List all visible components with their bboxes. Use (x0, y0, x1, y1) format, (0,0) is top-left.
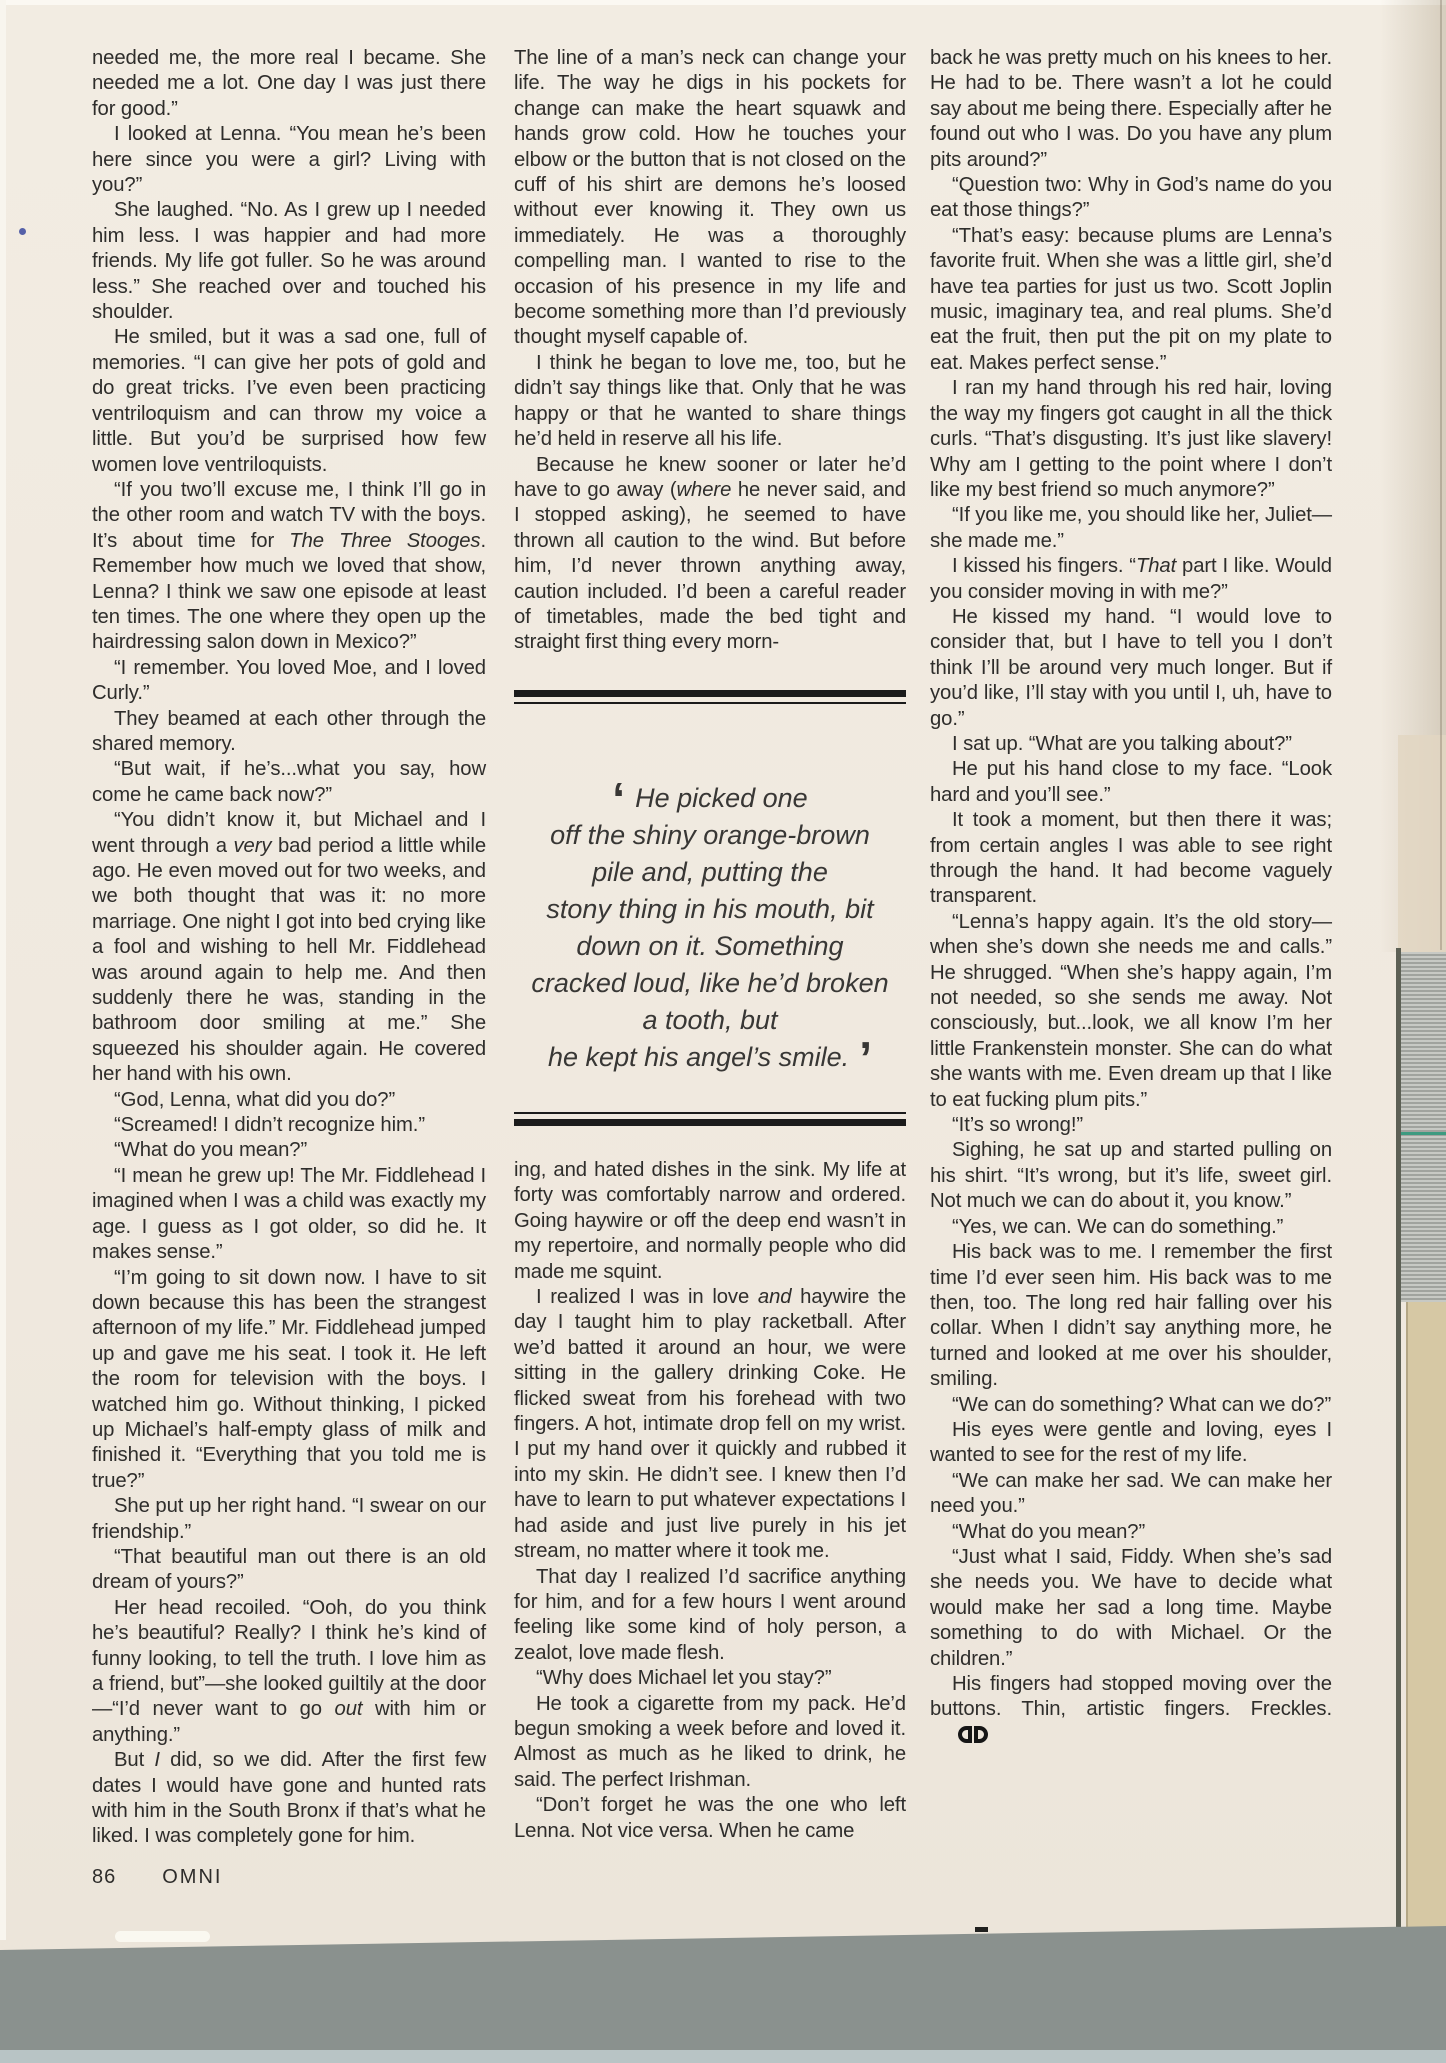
paragraph: She put up her right hand. “I swear on our friendship.” (92, 1495, 486, 1543)
paragraph: His back was to me. I remember the first time I’d ever seen him. His back was to me then, too. The long red hair falling over his collar. When I didn’t say anything more, he turned and looked at me over his shoulder, smiling. (930, 1241, 1332, 1391)
paragraph: needed me, the more real I became. She needed me a lot. One day I was just there for good.” (92, 47, 486, 120)
pull-quote-line: he kept his angel’s smile. ’ (548, 1032, 872, 1084)
paragraph: I kissed his fingers. “That part I like. Would you consider moving in with me?” (930, 555, 1332, 603)
pull-quote-line: off the shiny orange-brown (550, 820, 870, 850)
paragraph: He kissed my hand. “I would love to consider that, but I have to tell you I don’t think I’ll be around very much longer. But if you’d like, I’ll stay with you until I, uh, have to go.” (930, 605, 1332, 730)
paragraph: He put his hand close to my face. “Look hard and you’ll see.” (930, 758, 1332, 806)
paragraph: His fingers had stopped moving over the buttons. Thin, artistic fingers. Freckles. (930, 1672, 1332, 1750)
page-right-edge-line (1440, 0, 1442, 950)
paragraph: I sat up. “What are you talking about?” (952, 732, 1292, 755)
paragraph: “Don’t forget he was the one who left Lenna. Not vice versa. When he came (514, 1794, 906, 1842)
paragraph: He smiled, but it was a sad one, full of memories. “I can give her pots of gold and do great tricks. I’ve even been practicing ventriloquism and can throw my voice a little. But you’d be surprised how few women love ventriloquists. (92, 326, 486, 476)
paragraph: He took a cigarette from my pack. He’d begun smoking a week before and loved it. Almost as much as he liked to drink, he said. The perfect Irishman. (514, 1692, 906, 1791)
page-number: 86 (92, 1866, 117, 1888)
paragraph: “We can make her sad. We can make her need you.” (930, 1469, 1332, 1518)
paragraph: I think he began to love me, too, but he didn’t say things like that. Only that he was happy or that he wanted to share things he’d held in reserve all his life. (514, 351, 906, 451)
paragraph: “We can do something? What can we do?” (952, 1393, 1332, 1416)
page-footer (92, 1866, 222, 1889)
paragraph: The line of a man’s neck can change your life. The way he digs in his pockets for change can make the heart squawk and hands grow cold. How he touches your elbow or the button that is not closed on the cuff of his shirt are demons he’s loosed without ever knowing it. They own us immediately. He was a thoroughly compelling man. I wanted to rise to the occasion of his presence in my life and become something more than I’d previously thought myself capable of. (514, 47, 906, 349)
paragraph: I ran my hand through his red hair, loving the way my fingers got caught in all the thick curls. “That’s disgusting. It’s just like slavery! Why am I getting to the point where I don’t like my best friend so much anymore?” (930, 377, 1332, 501)
paragraph: “It’s so wrong!” (952, 1114, 1084, 1137)
paragraph: But I did, so we did. After the first few dates I would have gone and hunted rats with him in the South Bronx if that’s what he liked. I was completely gone for him. (92, 1749, 486, 1848)
paragraph: “Lenna’s happy again. It’s the old story—when she’s down she needs me and calls.” He shrugged. “When she’s happy again, I’m not needed, so she sends me away. Not consciously, but...look, we all know I’m her little Frankenstein monster. She can do what she wants with me. Even dream up that I like to eat fucking plum pits.” (930, 910, 1332, 1111)
pull-quote-line: down on it. Something (576, 931, 844, 961)
page-edge-tan-band (1398, 735, 1446, 952)
paragraph: Her head recoiled. “Ooh, do you think he’s beautiful? Really? I think he’s kind of funny looking, to tell the truth. I love him as a friend, but”—she looked guiltily at the door—“I’d never want to go out with him or anything.” (92, 1596, 486, 1746)
paragraph: “But wait, if he’s...what you say, how come he came back now?” (92, 758, 486, 806)
paragraph: “What do you mean?” (114, 1139, 308, 1162)
pull-quote-line: pile and, putting the (592, 857, 828, 887)
magazine-name: OMNI (162, 1866, 223, 1888)
paragraph: “That’s easy: because plums are Lenna’s favorite fruit. When she was a little girl, she’d have tea parties for just us two. Scott Joplin music, imaginary tea, and real plums. She’d eat the fruit, then put the pit on my plate to eat. Makes perfect sense.” (930, 224, 1332, 374)
rule-thick-bar (514, 690, 906, 697)
page-bottom-highlight (115, 1931, 210, 1942)
paragraph: “Screamed! I didn’t recognize him.” (114, 1114, 425, 1137)
rule-thin-line (514, 702, 906, 704)
bookmark-strip (1406, 1302, 1446, 1935)
pull-quote-top-rule (514, 690, 906, 704)
pull-quote-bottom-rule (514, 1112, 906, 1126)
paragraph: Sighing, he sat up and started pulling on his shirt. “It’s wrong, but it’s life, sweet girl. Not much we can do about it, you know.” (930, 1139, 1332, 1213)
rule-thin-line (514, 1112, 906, 1114)
pull-quote-line: ‘ He picked one (612, 773, 808, 825)
paragraph: “You didn’t know it, but Michael and I went through a very bad period a little while ago. He even moved out for two weeks, and we both thought that was it: no more marriage. One night I got into bed crying like a fool and wishing to hell Mr. Fiddlehead was around again to help me. And then suddenly there he was, standing in the bathroom door smiling at me.” She squeezed his shoulder again. He covered her hand with his own. (92, 809, 486, 1086)
scanner-bottom-strip (0, 2050, 1446, 2063)
text-column-2-bottom (514, 1158, 906, 1844)
magazine-fore-edge-texture (1401, 952, 1446, 1302)
scan-top-edge (0, 0, 1446, 5)
pull-quote (498, 773, 922, 1084)
rule-thick-bar (514, 1119, 906, 1126)
paragraph: ing, and hated dishes in the sink. My life at forty was comfortably narrow and ordered. Going haywire or off the deep end wasn’t in my repertoire, and normally people who did made me squint. (514, 1159, 906, 1283)
paragraph: They beamed at each other through the shared memory. (92, 707, 486, 755)
paragraph: “If you like me, you should like her, Juliet—she made me.” (930, 504, 1332, 552)
paragraph: It took a moment, but then there it was; from certain angles I was able to see right through the hand. It had become vaguely transparent. (930, 809, 1332, 908)
paragraph: I looked at Lenna. “You mean he’s been here since you were a girl? Living with you?” (92, 123, 486, 197)
text-column-1 (92, 46, 486, 1850)
text-column-3 (930, 46, 1332, 1750)
paragraph: “God, Lenna, what did you do?” (114, 1088, 396, 1111)
paragraph: “Why does Michael let you stay?” (536, 1667, 832, 1690)
paragraph: I realized I was in love and haywire the day I taught him to play racketball. After we’d batted it around an hour, we were sitting in the gallery drinking Coke. He flicked sweat from his forehead with two fingers. A hot, intimate drop fell on my wrist. I put my hand over it quickly and rubbed it into my skin. He didn’t see. I knew then I’d have to learn to put whatever expectations I had aside and just live purely in his jet stream, no matter where it took me. (514, 1286, 906, 1563)
pull-quote-line: a tooth, but (642, 1005, 778, 1035)
paragraph: “Just what I said, Fiddy. When she’s sad she needs you. We have to decide what would make her sad a long time. Maybe something to do with Michael. Or the children.” (930, 1545, 1332, 1670)
paragraph: “If you two’ll excuse me, I think I’ll go in the other room and watch TV with the boys. It’s about time for The Three Stooges. Remember how much we loved that show, Lenna? I think we saw one episode at least ten times. The one where they open up the hairdressing salon down in Mexico?” (92, 478, 486, 654)
paragraph: She laughed. “No. As I grew up I needed him less. I was happier and had more friends. My life got fuller. So he was around less.” She reached over and touched his shoulder. (92, 199, 486, 324)
paragraph: “I remember. You loved Moe, and I loved Curly.” (92, 656, 486, 705)
paragraph: “What do you mean?” (952, 1520, 1146, 1543)
paragraph: Because he knew sooner or later he’d have to go away (where he never said, and I stopped asking), he seemed to have thrown all caution to the wind. But before him, I’d never thrown anything away, caution included. I’d been a careful reader of timetables, made the bed tight and straight first thing every morn- (514, 453, 906, 654)
ink-dot (19, 228, 26, 235)
end-of-article-icon (936, 1725, 988, 1750)
page-bottom-mark (975, 1927, 988, 1932)
paragraph: That day I realized I’d sacrifice anything for him, and for a few hours I went around feeling like some kind of holy person, a zealot, love made flesh. (514, 1565, 906, 1664)
scan-left-edge (0, 0, 6, 1940)
paragraph: “That beautiful man out there is an old dream of yours?” (92, 1545, 486, 1594)
fore-edge-green-line (1401, 1132, 1446, 1135)
text-column-2-top (514, 46, 906, 656)
paragraph: back he was pretty much on his knees to her. He had to be. There wasn’t a lot he could say about me being there. Especially after he found out who I was. Do you have any plum pits around?” (930, 47, 1332, 171)
paragraph: “I’m going to sit down now. I have to sit down because this has been the strangest afternoon of my life.” Mr. Fiddlehead jumped up and gave me his seat. I took it. He left the room for television with the boys. I watched him go. Without thinking, I picked up Michael’s half-empty glass of milk and finished it. “Everything that you told me is true?” (92, 1266, 486, 1492)
paragraph: His eyes were gentle and loving, eyes I wanted to see for the rest of my life. (930, 1418, 1332, 1467)
paragraph: “I mean he grew up! The Mr. Fiddlehead I imagined when I was a child was exactly my age. I guess as I got older, so did he. It makes sense.” (92, 1164, 486, 1264)
pull-quote-line: stony thing in his mouth, bit (546, 894, 874, 924)
pull-quote-line: cracked loud, like he’d broken (531, 968, 889, 998)
paragraph: “Question two: Why in God’s name do you eat those things?” (930, 174, 1332, 222)
paragraph: “Yes, we can. We can do something.” (952, 1215, 1284, 1238)
